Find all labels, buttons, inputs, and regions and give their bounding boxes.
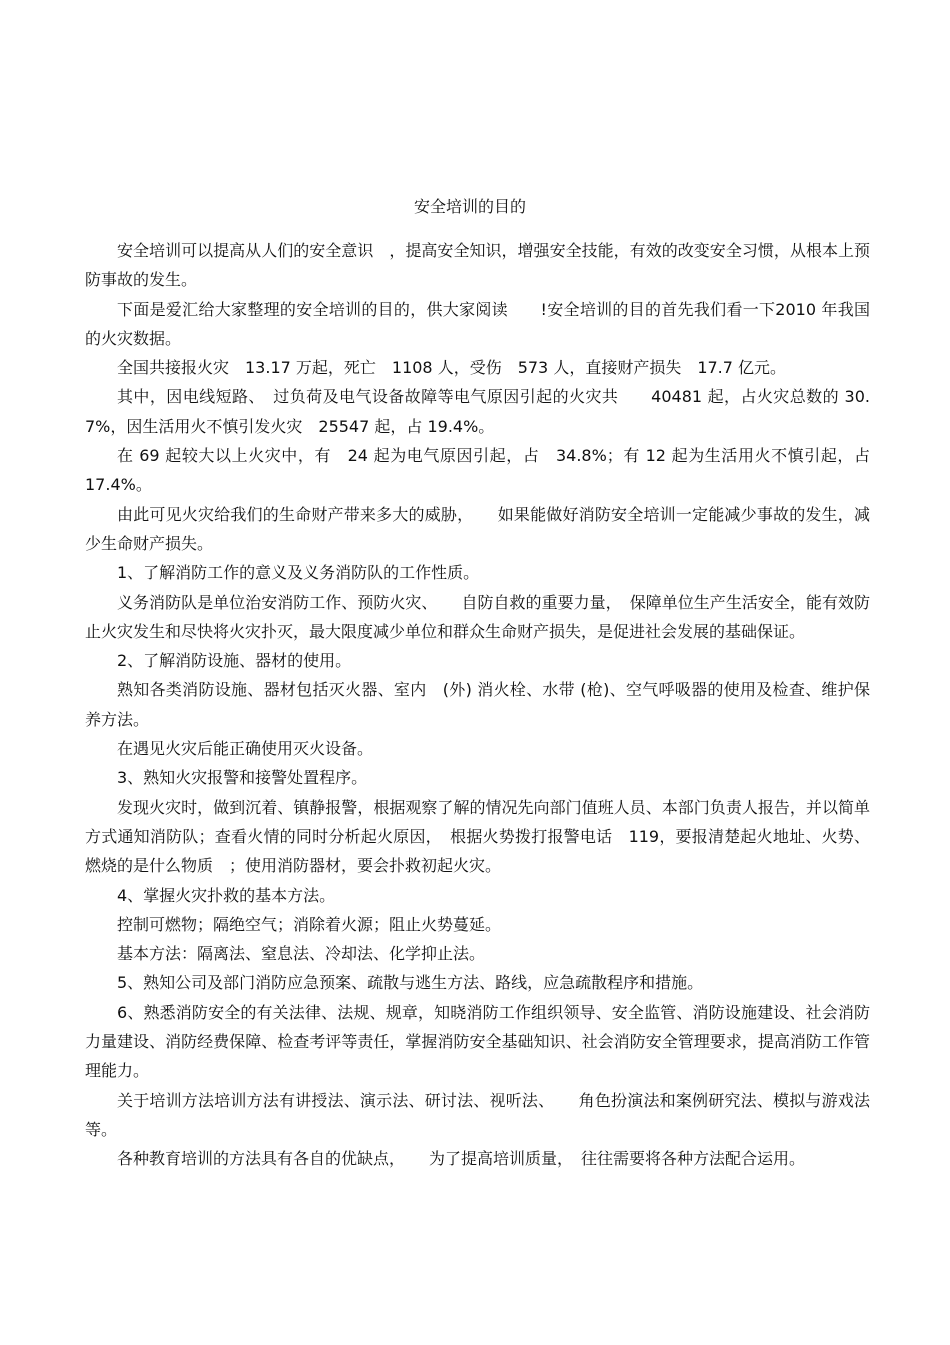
- paragraph: 熟知各类消防设施、器材包括灭火器、室内 (外) 消火栓、水带 (枪)、空气呼吸器的使用及检查、维护保养方法。: [85, 680, 870, 729]
- paragraph: 各种教育培训的方法具有各自的优缺点， 为了提高培训质量， 往往需要将各种方法配合运用。: [117, 1149, 806, 1169]
- paragraph: 其中，因电线短路、 过负荷及电气设备故障等电气原因引起的火灾共 40481 起，占火灾总数的 30.7%，因生活用火不慎引发火灾 25547 起，占 19.4%。: [85, 387, 870, 436]
- paragraph: 关于培训方法培训方法有讲授法、演示法、研讨法、视听法、 角色扮演法和案例研究法、模拟与游戏法等。: [85, 1090, 870, 1139]
- paragraph: 全国共接报火灾 13.17 万起，死亡 1108 人，受伤 573 人，直接财产损失 17.7 亿元。: [117, 358, 787, 378]
- document-body: [85, 236, 887, 1174]
- paragraph: 义务消防队是单位治安消防工作、预防火灾、 自防自救的重要力量， 保障单位生产生活安全，能有效防止火灾发生和尽快将火灾扑灭，最大限度减少单位和群众生命财产损失，是促进社会发展的基础保证。: [85, 592, 870, 641]
- paragraph: 基本方法：隔离法、窒息法、冷却法、化学抑止法。: [117, 944, 486, 964]
- document-title: 安全培训的目的: [413, 197, 526, 216]
- paragraph: 发现火灾时，做到沉着、镇静报警，根据观察了解的情况先向部门值班人员、本部门负责人报告，并以简单方式通知消防队；查看火情的同时分析起火原因， 根据火势拨打报警电话 119，要报清楚起火地址、火势、燃烧的是什么物质 ；使用消防器材，要会扑救初起火灾。: [85, 797, 870, 876]
- section-heading: 5、熟知公司及部门消防应急预案、疏散与逃生方法、路线，应急疏散程序和措施。: [117, 973, 704, 993]
- section-heading: 1、了解消防工作的意义及义务消防队的工作性质。: [117, 563, 480, 583]
- section-heading: 4、掌握火灾扑救的基本方法。: [117, 885, 336, 905]
- paragraph: 控制可燃物；隔绝空气；消除着火源；阻止火势蔓延。: [117, 914, 502, 934]
- section-heading: 2、了解消防设施、器材的使用。: [117, 651, 352, 671]
- paragraph: 在遇见火灾后能正确使用灭火设备。: [117, 739, 374, 759]
- paragraph: 安全培训可以提高从人们的安全意识 ，提高安全知识，增强安全技能，有效的改变安全习惯，从根本上预防事故的发生。: [85, 241, 870, 290]
- paragraph: 下面是爱汇给大家整理的安全培训的目的，供大家阅读 !安全培训的目的首先我们看一下2010 年我国的火灾数据。: [85, 299, 870, 348]
- paragraph: 由此可见火灾给我们的生命财产带来多大的威胁， 如果能做好消防安全培训一定能减少事故的发生，减少生命财产损失。: [85, 504, 870, 553]
- paragraph: 在 69 起较大以上火灾中，有 24 起为电气原因引起，占 34.8%；有 12 起为生活用火不慎引起，占 17.4%。: [85, 446, 887, 495]
- section-heading: 6、熟悉消防安全的有关法律、法规、规章，知晓消防工作组织领导、安全监管、消防设施建设、社会消防力量建设、消防经费保障、检查考评等责任，掌握消防安全基础知识、社会消防安全管理要求，提高消防工作管理能力。: [85, 1002, 870, 1081]
- section-heading: 3、熟知火灾报警和接警处置程序。: [117, 768, 368, 788]
